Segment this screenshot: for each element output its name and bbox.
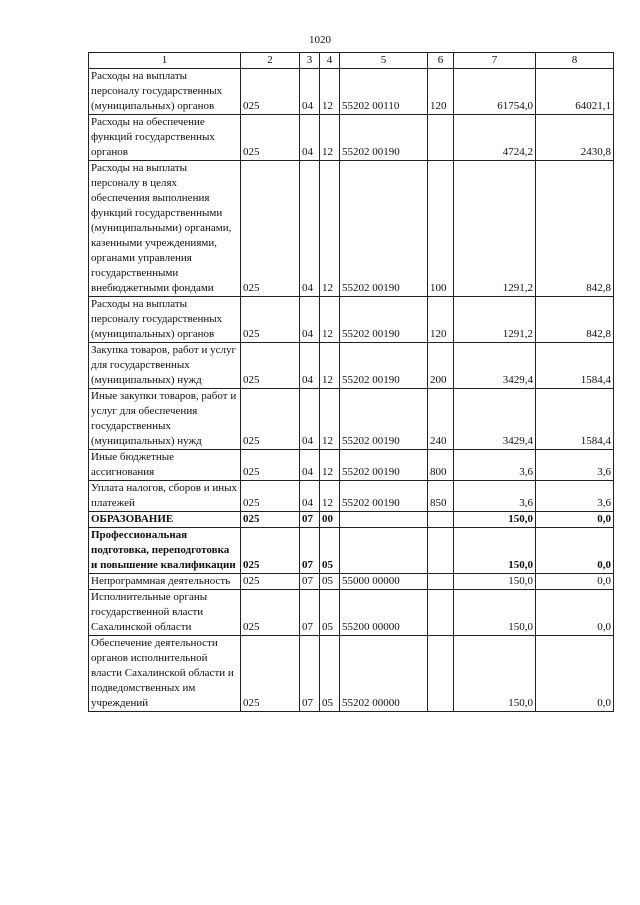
- header-cell-8: 8: [536, 53, 614, 69]
- row-name-cell: Расходы на обеспечение функций государственных органов: [89, 115, 241, 161]
- row-value-7-cell: 4724,2: [454, 115, 536, 161]
- row-code-cell: 025: [241, 450, 300, 481]
- row-subsection-cell: 12: [320, 481, 340, 512]
- row-value-7-cell: 3,6: [454, 481, 536, 512]
- row-code-cell: 025: [241, 574, 300, 590]
- table-row: [89, 590, 614, 636]
- row-value-8-cell: 1584,4: [536, 389, 614, 450]
- row-type-cell: 120: [428, 69, 454, 115]
- row-target-cell: 55200 00000: [340, 590, 428, 636]
- row-value-7-cell: 3429,4: [454, 343, 536, 389]
- row-value-8-cell: 0,0: [536, 574, 614, 590]
- row-target-cell: [340, 512, 428, 528]
- row-name-cell: Непрограммная деятельность: [89, 574, 241, 590]
- row-value-7-cell: 3429,4: [454, 389, 536, 450]
- table-row: [89, 343, 614, 389]
- row-code-cell: 025: [241, 481, 300, 512]
- table-row: [89, 574, 614, 590]
- row-code-cell: 025: [241, 512, 300, 528]
- row-target-cell: 55202 00110: [340, 69, 428, 115]
- header-cell-1: 1: [89, 53, 241, 69]
- row-type-cell: [428, 590, 454, 636]
- table-row: [89, 297, 614, 343]
- table-row: [89, 69, 614, 115]
- row-code-cell: 025: [241, 161, 300, 297]
- row-section-cell: 04: [300, 297, 320, 343]
- row-subsection-cell: 05: [320, 590, 340, 636]
- row-subsection-cell: 12: [320, 69, 340, 115]
- row-code-cell: 025: [241, 297, 300, 343]
- row-type-cell: [428, 512, 454, 528]
- header-cell-2: 2: [241, 53, 300, 69]
- header-cell-3: 3: [300, 53, 320, 69]
- row-value-8-cell: 842,8: [536, 161, 614, 297]
- row-target-cell: 55202 00190: [340, 297, 428, 343]
- row-value-8-cell: 1584,4: [536, 343, 614, 389]
- row-code-cell: 025: [241, 69, 300, 115]
- row-subsection-cell: 05: [320, 636, 340, 712]
- row-name-cell: Расходы на выплаты персоналу государственных (муниципальных) органов: [89, 69, 241, 115]
- row-value-8-cell: 2430,8: [536, 115, 614, 161]
- row-name-cell: Расходы на выплаты персоналу в целях обеспечения выполнения функций государственными (муниципальными) органами, казенными учреждениями, органами управления государственными внебюджетными фондами: [89, 161, 241, 297]
- row-target-cell: 55202 00190: [340, 450, 428, 481]
- row-section-cell: 07: [300, 590, 320, 636]
- row-section-cell: 04: [300, 69, 320, 115]
- row-value-8-cell: 3,6: [536, 450, 614, 481]
- header-cell-4: 4: [320, 53, 340, 69]
- row-code-cell: 025: [241, 636, 300, 712]
- header-cell-6: 6: [428, 53, 454, 69]
- table-row: [89, 115, 614, 161]
- row-value-8-cell: 0,0: [536, 512, 614, 528]
- budget-table: [88, 52, 614, 712]
- row-target-cell: 55202 00190: [340, 481, 428, 512]
- row-type-cell: 240: [428, 389, 454, 450]
- row-value-8-cell: 842,8: [536, 297, 614, 343]
- row-type-cell: 120: [428, 297, 454, 343]
- table-row: [89, 636, 614, 712]
- row-value-7-cell: 150,0: [454, 528, 536, 574]
- table-body: [89, 53, 614, 712]
- header-cell-5: 5: [340, 53, 428, 69]
- row-section-cell: 07: [300, 574, 320, 590]
- table-row: [89, 528, 614, 574]
- row-section-cell: 04: [300, 343, 320, 389]
- row-type-cell: [428, 115, 454, 161]
- row-name-cell: Уплата налогов, сборов и иных платежей: [89, 481, 241, 512]
- row-name-cell: Иные бюджетные ассигнования: [89, 450, 241, 481]
- row-name-cell: Профессиональная подготовка, переподготовка и повышение квалификации: [89, 528, 241, 574]
- row-subsection-cell: 00: [320, 512, 340, 528]
- row-target-cell: [340, 528, 428, 574]
- row-name-cell: Исполнительные органы государственной власти Сахалинской области: [89, 590, 241, 636]
- row-code-cell: 025: [241, 590, 300, 636]
- row-subsection-cell: 12: [320, 343, 340, 389]
- row-subsection-cell: 12: [320, 115, 340, 161]
- row-value-8-cell: 0,0: [536, 590, 614, 636]
- header-row: [89, 53, 614, 69]
- row-value-8-cell: 64021,1: [536, 69, 614, 115]
- row-section-cell: 04: [300, 481, 320, 512]
- row-target-cell: 55000 00000: [340, 574, 428, 590]
- row-value-7-cell: 61754,0: [454, 69, 536, 115]
- row-target-cell: 55202 00190: [340, 161, 428, 297]
- row-value-8-cell: 0,0: [536, 636, 614, 712]
- row-code-cell: 025: [241, 389, 300, 450]
- table-row: [89, 481, 614, 512]
- row-type-cell: 100: [428, 161, 454, 297]
- table-row: [89, 450, 614, 481]
- row-name-cell: Расходы на выплаты персоналу государственных (муниципальных) органов: [89, 297, 241, 343]
- row-name-cell: ОБРАЗОВАНИЕ: [89, 512, 241, 528]
- row-subsection-cell: 05: [320, 528, 340, 574]
- row-type-cell: 200: [428, 343, 454, 389]
- row-name-cell: Иные закупки товаров, работ и услуг для обеспечения государственных (муниципальных) нужд: [89, 389, 241, 450]
- table-row: [89, 389, 614, 450]
- row-code-cell: 025: [241, 343, 300, 389]
- row-value-7-cell: 150,0: [454, 590, 536, 636]
- row-type-cell: 800: [428, 450, 454, 481]
- row-value-7-cell: 150,0: [454, 512, 536, 528]
- row-subsection-cell: 05: [320, 574, 340, 590]
- row-value-7-cell: 150,0: [454, 636, 536, 712]
- row-subsection-cell: 12: [320, 389, 340, 450]
- row-value-7-cell: 150,0: [454, 574, 536, 590]
- row-value-8-cell: 0,0: [536, 528, 614, 574]
- table-row: [89, 512, 614, 528]
- header-cell-7: 7: [454, 53, 536, 69]
- row-section-cell: 04: [300, 389, 320, 450]
- row-section-cell: 07: [300, 528, 320, 574]
- row-section-cell: 04: [300, 161, 320, 297]
- row-type-cell: 850: [428, 481, 454, 512]
- row-target-cell: 55202 00190: [340, 115, 428, 161]
- row-value-7-cell: 1291,2: [454, 161, 536, 297]
- row-name-cell: Обеспечение деятельности органов исполнительной власти Сахалинской области и подведомственных им учреждений: [89, 636, 241, 712]
- row-section-cell: 04: [300, 450, 320, 481]
- row-subsection-cell: 12: [320, 297, 340, 343]
- row-section-cell: 07: [300, 636, 320, 712]
- row-type-cell: [428, 636, 454, 712]
- row-value-8-cell: 3,6: [536, 481, 614, 512]
- row-subsection-cell: 12: [320, 450, 340, 481]
- row-target-cell: 55202 00190: [340, 343, 428, 389]
- row-target-cell: 55202 00000: [340, 636, 428, 712]
- row-code-cell: 025: [241, 528, 300, 574]
- table-row: [89, 161, 614, 297]
- row-name-cell: Закупка товаров, работ и услуг для государственных (муниципальных) нужд: [89, 343, 241, 389]
- row-subsection-cell: 12: [320, 161, 340, 297]
- row-code-cell: 025: [241, 115, 300, 161]
- row-value-7-cell: 1291,2: [454, 297, 536, 343]
- row-section-cell: 04: [300, 115, 320, 161]
- row-section-cell: 07: [300, 512, 320, 528]
- row-target-cell: 55202 00190: [340, 389, 428, 450]
- row-type-cell: [428, 528, 454, 574]
- page-number: 1020: [309, 34, 331, 46]
- row-type-cell: [428, 574, 454, 590]
- row-value-7-cell: 3,6: [454, 450, 536, 481]
